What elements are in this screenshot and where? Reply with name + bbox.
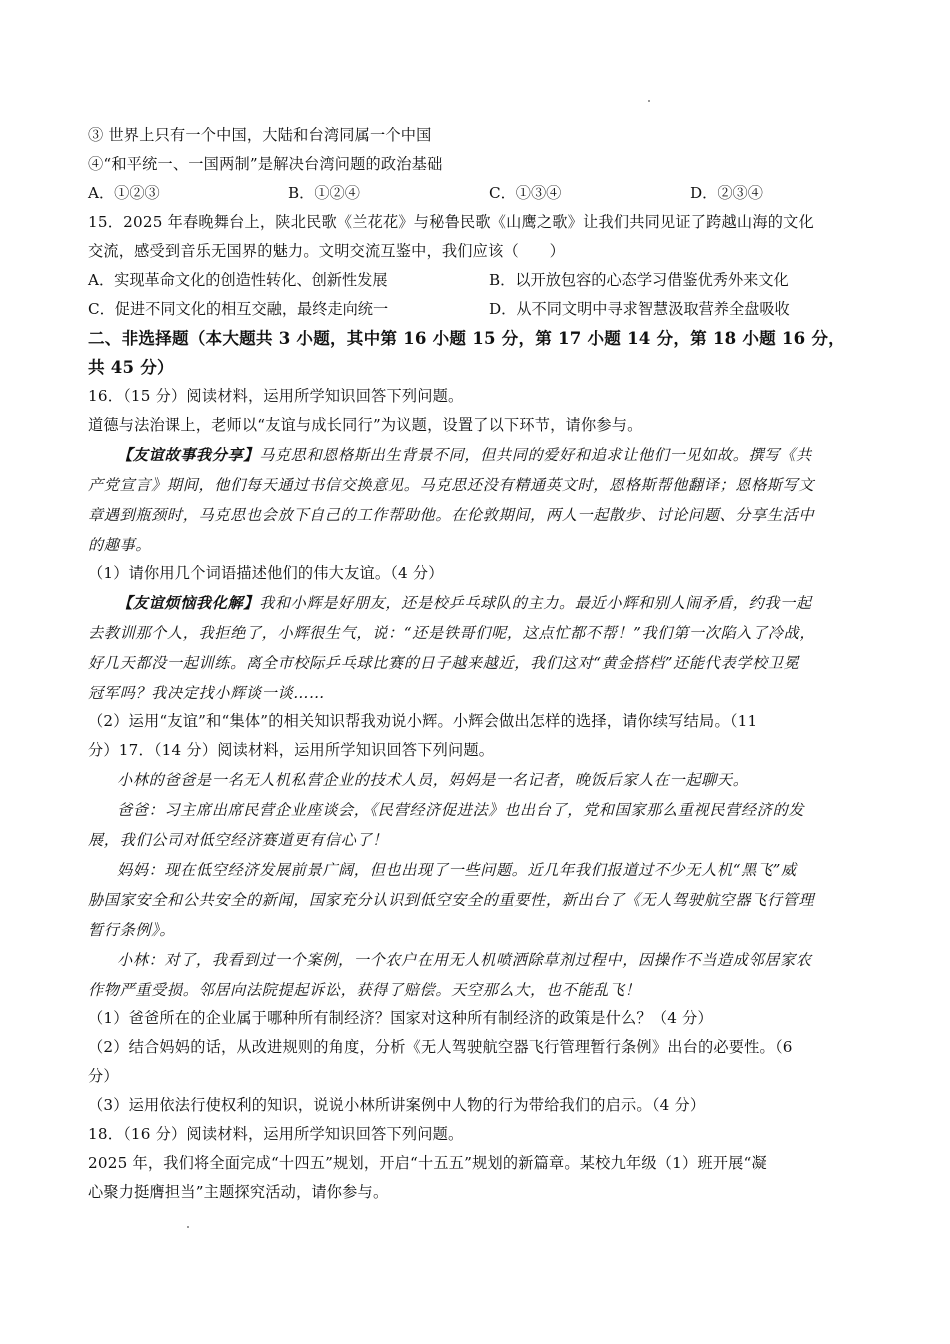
q16-intro: 道德与法治课上，老师以“友谊与成长同行”为议题，设置了以下环节，请你参与。 — [88, 416, 643, 434]
section-tag: 【友谊烦恼我化解】 — [117, 594, 260, 612]
q17-heading: 分）17．（14 分）阅读材料，运用所学知识回答下列问题。 — [88, 741, 495, 759]
q15-option-a: A．实现革命文化的创造性转化、创新性发展 — [88, 271, 388, 289]
q15-stem-line1: 15．2025 年春晚舞台上，陕北民歌《兰花花》与秘鲁民歌《山鹰之歌》让我们共同见证了跨越山海的文化 — [88, 213, 814, 231]
q14-option-a: A．①②③ — [88, 184, 160, 202]
q16-material-2-line2: 去教训那个人，我拒绝了，小辉很生气，说：“还是铁哥们呢，这点忙都不帮！”我们第一次陷入了冷战， — [88, 624, 816, 642]
q17-material-line1: 小林的爸爸是一名无人机私营企业的技术人员，妈妈是一名记者，晚饭后家人在一起聊天。 — [117, 771, 749, 789]
section-2-heading: 二、非选择题（本大题共 3 小题，其中第 16 小题 15 分，第 17 小题 14 分，第 18 小题 16 分， — [88, 328, 845, 348]
q18-intro-line2: 心聚力挺膺担当”主题探究活动，请你参与。 — [88, 1183, 389, 1201]
q17-subquestion-3: （3）运用依法行使权利的知识，说说小林所讲案例中人物的行为带给我们的启示。（4 分） — [88, 1096, 706, 1114]
q16-material-1-line1: 【友谊故事我分享】马克思和恩格斯出生背景不同，但共同的爱好和追求让他们一见如故。撰写《共 — [117, 446, 812, 464]
q17-subquestion-2-cont: 分） — [88, 1067, 119, 1085]
q16-material-2-line3: 好几天都没一起训练。离全市校际乒乓球比赛的日子越来越近，我们这对“黄金搭档”还能代表学校卫冕 — [88, 654, 800, 672]
q16-subquestion-1: （1）请你用几个词语描述他们的伟大友谊。（4 分） — [88, 564, 444, 582]
q15-option-d: D．从不同文明中寻求智慧汲取营养全盘吸收 — [489, 300, 790, 318]
q17-material-mom-line2: 胁国家安全和公共安全的新闻，国家充分认识到低空安全的重要性，新出台了《无人驾驶航空器飞行管理 — [88, 891, 815, 909]
section-2-heading-cont: 共 45 分） — [88, 357, 174, 377]
q15-option-b: B．以开放包容的心态学习借鉴优秀外来文化 — [489, 271, 789, 289]
q16-material-1-line4: 的趣事。 — [88, 536, 152, 554]
q16-heading: 16．（15 分）阅读材料，运用所学知识回答下列问题。 — [88, 387, 464, 405]
q14-item-4: ④“和平统一、一国两制”是解决台湾问题的政治基础 — [88, 155, 443, 173]
scan-dot — [648, 100, 650, 102]
q16-material-2-line4: 冠军吗？我决定找小辉谈一谈…… — [88, 684, 325, 702]
q15-option-c: C．促进不同文化的相互交融，最终走向统一 — [88, 300, 389, 318]
q17-material-lin-line1: 小林：对了，我看到过一个案例，一个农户在用无人机喷洒除草剂过程中，因操作不当造成邻居家农 — [117, 951, 812, 969]
q17-material-mom-line1: 妈妈：现在低空经济发展前景广阔，但也出现了一些问题。近几年我们报道过不少无人机“黑飞”威 — [117, 861, 797, 879]
q16-material-1-line3: 章遇到瓶颈时，马克思也会放下自己的工作帮助他。在伦敦期间，两人一起散步、讨论问题、分享生活中 — [88, 506, 815, 524]
q15-stem-line2: 交流，感受到音乐无国界的魅力。文明交流互鉴中，我们应该（ ） — [88, 242, 566, 260]
q16-material-1-line2: 产党宣言》期间，他们每天通过书信交换意见。马克思还没有精通英文时，恩格斯帮他翻译；恩格斯写文 — [88, 476, 815, 494]
q17-subquestion-1: （1）爸爸所在的企业属于哪种所有制经济？国家对这种所有制经济的政策是什么？（4 分） — [88, 1009, 713, 1027]
q17-material-mom-line3: 暂行条例》。 — [88, 921, 176, 939]
q17-subquestion-2: （2）结合妈妈的话，从改进规则的角度，分析《无人驾驶航空器飞行管理暂行条例》出台的必要性。（6 — [88, 1038, 793, 1056]
q16-material-2-line1: 【友谊烦恼我化解】我和小辉是好朋友，还是校乒乓球队的主力。最近小辉和别人闹矛盾，约我一起 — [117, 594, 812, 612]
q14-item-3: ③ 世界上只有一个中国，大陆和台湾同属一个中国 — [88, 126, 432, 144]
q17-material-dad-line1: 爸爸：习主席出席民营企业座谈会，《民营经济促进法》也出台了，党和国家那么重视民营经济的发 — [117, 801, 805, 819]
q17-material-dad-line2: 展，我们公司对低空经济赛道更有信心了！ — [88, 831, 388, 849]
section-tag: 【友谊故事我分享】 — [117, 446, 260, 464]
q14-option-d: D．②③④ — [690, 184, 763, 202]
q18-intro-line1: 2025 年，我们将全面完成“十四五”规划，开启“十五五”规划的新篇章。某校九年级（1）班开展“凝 — [88, 1154, 767, 1172]
q18-heading: 18．（16 分）阅读材料，运用所学知识回答下列问题。 — [88, 1125, 464, 1143]
q14-option-c: C．①③④ — [489, 184, 562, 202]
q16-subquestion-2: （2）运用“友谊”和“集体”的相关知识帮我劝说小辉。小辉会做出怎样的选择，请你续写结局。（11 — [88, 712, 758, 730]
q14-option-b: B．①②④ — [288, 184, 360, 202]
scan-dot — [187, 1226, 189, 1228]
q17-material-lin-line2: 作物严重受损。邻居向法院提起诉讼，获得了赔偿。天空那么大，也不能乱飞！ — [88, 981, 641, 999]
